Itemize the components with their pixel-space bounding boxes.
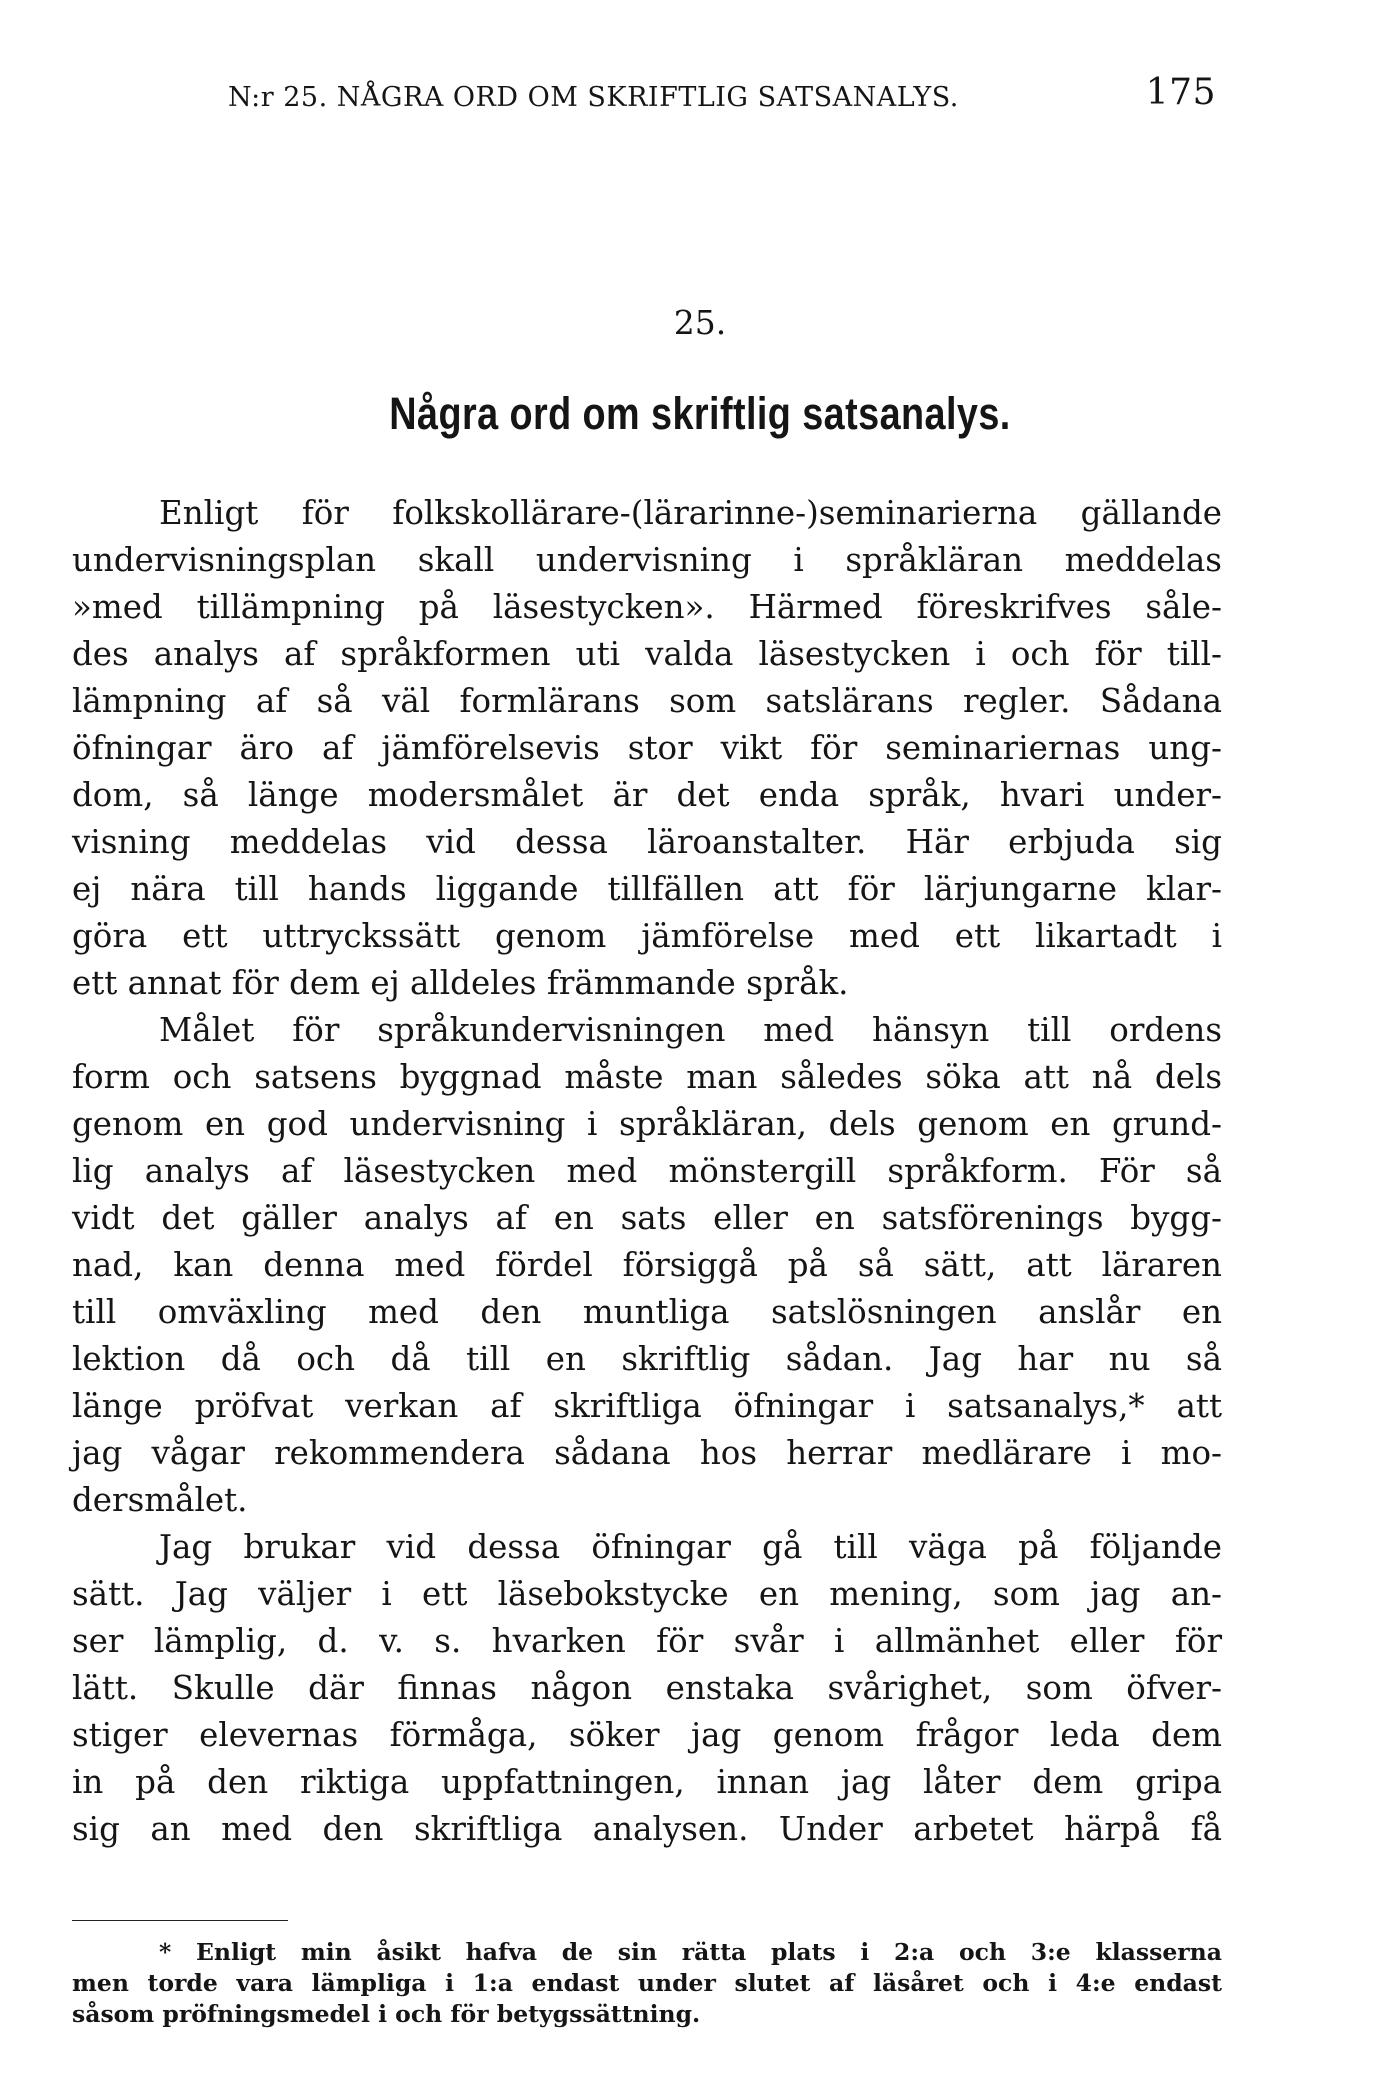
text-line: genom en god undervisning i språkläran, dels genom en grund- — [72, 1105, 1222, 1143]
text-line: Målet för språkundervisningen med hänsyn till ordens — [159, 1011, 1222, 1049]
text-line: sig an med den skriftliga analysen. Under arbetet härpå få — [72, 1810, 1222, 1848]
text-line: Enligt för folkskollärare-(lärarinne-)seminarierna gällande — [159, 494, 1222, 532]
text-line: form och satsens byggnad måste man således söka att nå dels — [72, 1058, 1222, 1096]
text-line: göra ett uttryckssätt genom jämförelse med ett likartadt i — [72, 917, 1222, 955]
page-number: 175 — [1145, 72, 1216, 113]
chapter-number: 25. — [673, 303, 727, 342]
footnote-line: men torde vara lämpliga i 1:a endast under slutet af läsåret och i 4:e endast — [72, 1969, 1222, 1997]
text-line: in på den riktiga uppfattningen, innan jag låter dem gripa — [72, 1763, 1222, 1801]
footnote-line: * Enligt min åsikt hafva de sin rätta plats i 2:a och 3:e klasserna — [159, 1938, 1222, 1966]
text-line: des analys af språkformen uti valda läsestycken i och för till- — [72, 635, 1222, 673]
footnote — [72, 1937, 1222, 2030]
footnote-line: såsom pröfningsmedel i och för betygssättning. — [72, 2000, 701, 2028]
text-line: ett annat för dem ej alldeles främmande språk. — [72, 964, 849, 1002]
paragraph-1 — [72, 490, 1222, 1007]
text-line: »med tillämpning på läsestycken». Härmed föreskrifves såle- — [72, 588, 1222, 626]
body-text — [72, 490, 1222, 1853]
text-line: öfningar äro af jämförelsevis stor vikt för seminariernas ung- — [72, 729, 1222, 767]
text-line: lämpning af så väl formlärans som satslärans regler. Sådana — [72, 682, 1222, 720]
text-line: lätt. Skulle där finnas någon enstaka svårighet, som öfver- — [72, 1669, 1222, 1707]
text-line: ser lämplig, d. v. s. hvarken för svår i allmänhet eller för — [72, 1622, 1222, 1660]
text-line: lektion då och då till en skriftlig sådan. Jag har nu så — [72, 1340, 1222, 1378]
text-line: nad, kan denna med fördel försiggå på så sätt, att läraren — [72, 1246, 1222, 1284]
running-head — [228, 72, 1228, 120]
text-line: sätt. Jag väljer i ett läsebokstycke en mening, som jag an- — [72, 1575, 1222, 1613]
text-line: undervisningsplan skall undervisning i språkläran meddelas — [72, 541, 1222, 579]
chapter-title: Några ord om skriftlig satsanalys. — [389, 388, 1011, 439]
text-line: jag vågar rekommendera sådana hos herrar medlärare i mo- — [72, 1434, 1222, 1472]
text-line: till omväxling med den muntliga satslösningen anslår en — [72, 1293, 1222, 1331]
text-line: dersmålet. — [72, 1481, 248, 1519]
paragraph-2 — [72, 1007, 1222, 1524]
footnote-divider — [72, 1920, 288, 1921]
text-line: lig analys af läsestycken med mönstergill språkform. För så — [72, 1152, 1222, 1190]
text-line: ej nära till hands liggande tillfällen att för lärjungarne klar- — [72, 870, 1222, 908]
running-head-title: N:r 25. NÅGRA ORD OM SKRIFTLIG SATSANALYS. — [228, 82, 959, 113]
text-line: stiger elevernas förmåga, söker jag genom frågor leda dem — [72, 1716, 1222, 1754]
text-line: Jag brukar vid dessa öfningar gå till väga på följande — [159, 1528, 1222, 1566]
text-line: länge pröfvat verkan af skriftliga öfningar i satsanalys,* att — [72, 1387, 1222, 1425]
text-line: vidt det gäller analys af en sats eller en satsförenings bygg- — [72, 1199, 1222, 1237]
paragraph-3 — [72, 1524, 1222, 1853]
text-line: dom, så länge modersmålet är det enda språk, hvari under- — [72, 776, 1222, 814]
text-line: visning meddelas vid dessa läroanstalter. Här erbjuda sig — [72, 823, 1222, 861]
